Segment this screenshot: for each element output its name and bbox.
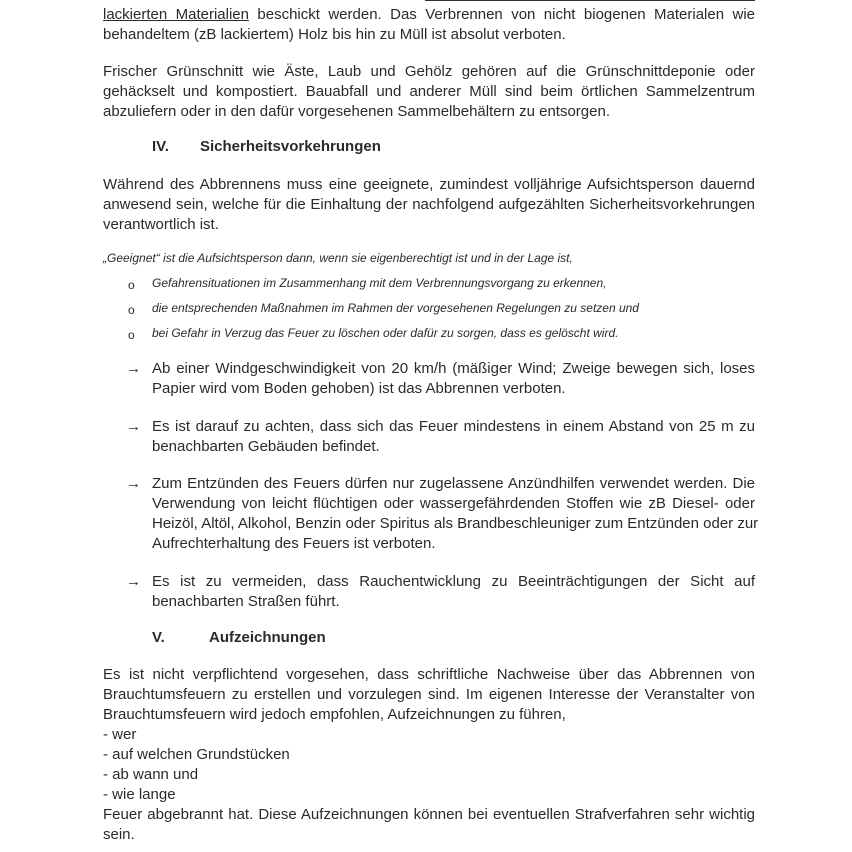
list-item: - wer [103,726,137,743]
arrow-item-line: benachbarten Straßen führt. [152,593,340,610]
paragraph-line: abzuliefern oder in den dafür vorgesehenen Sammelbehältern zu entsorgen. [103,103,610,120]
paragraph-green-waste [103,62,755,122]
arrow-marker: → [126,573,141,590]
paragraph-materials [103,5,755,45]
bullet-item: die entsprechenden Maßnahmen im Rahmen der vorgesehenen Regelungen zu setzen und [152,301,639,315]
paragraph-line: Brauchtumsfeuern wird jedoch empfohlen, Aufzeichnungen zu führen, [103,706,566,723]
arrow-item-ignition [152,474,759,554]
bullet-marker: o [128,303,135,317]
bullet-item: Gefahrensituationen im Zusammenhang mit dem Verbrennungsvorgang zu erkennen, [152,276,607,290]
list-item: - wie lange [103,786,176,803]
arrow-marker: → [126,418,141,435]
paragraph-line: gehäckselt und kompostiert. Bauabfall und anderer Müll sind beim örtlichen Sammelzentrum [103,83,755,100]
section-number: V. [152,629,165,646]
underlined-text: lackierten Materialien [103,6,249,23]
arrow-item-line: Verwendung von leicht flüchtigen oder wassergefährdenden Stoffen wie zB Diesel- oder [152,495,755,512]
arrow-item-line: Papier wird vom Boden gehoben) ist das Abbrennen verboten. [152,380,566,397]
list-item: - ab wann und [103,766,199,783]
section-number: IV. [152,138,169,155]
arrow-item-line: benachbarten Gebäuden befindet. [152,438,380,455]
arrow-item-line: Ab einer Windgeschwindigkeit von 20 km/h (mäßiger Wind; Zweige bewegen sich, loses [152,360,755,377]
paragraph-line: Während des Abbrennens muss eine geeignete, zumindest volljährige Aufsichtsperson dauernd [103,176,755,193]
section-title: Aufzeichnungen [209,629,326,646]
paragraph-line: verantwortlich ist. [103,216,219,233]
paragraph-line: sein. [103,826,135,843]
paragraph-line [103,5,755,25]
arrow-item-smoke [152,572,755,612]
arrow-item-distance [152,417,755,457]
paragraph-text: beschickt werden. Das Verbrennen von nicht biogenen Materialen wie [248,6,755,23]
paragraph-line: Es ist nicht verpflichtend vorgesehen, dass schriftliche Nachweise über das Abbrennen von [103,666,755,683]
arrow-item-line: Es ist darauf zu achten, dass sich das Feuer mindestens in einem Abstand von 25 m zu [152,418,755,435]
list-item: - auf welchen Grundstücken [103,746,290,763]
arrow-item-line: Aufrechterhaltung des Feuers ist verboten. [152,535,436,552]
paragraph-records [103,665,755,725]
bullet-item: bei Gefahr in Verzug das Feuer zu löschen oder dafür zu sorgen, dass es gelöscht wird. [152,326,619,340]
paragraph-line: Frischer Grünschnitt wie Äste, Laub und Gehölz gehören auf die Grünschnittdeponie oder [103,63,755,80]
top-rule [425,0,755,1]
arrow-item-line: Es ist zu vermeiden, dass Rauchentwicklung zu Beeinträchtigungen der Sicht auf [152,573,755,590]
arrow-item-wind [152,359,755,399]
arrow-item-line: Zum Entzünden des Feuers dürfen nur zugelassene Anzündhilfen verwendet werden. Die [152,475,755,492]
paragraph-line: Brauchtumsfeuern zu erstellen und vorzulegen sind. Im eigenen Interesse der Veranstalter von [103,686,755,703]
definition-intro: „Geeignet“ ist die Aufsichtsperson dann, wenn sie eigenberechtigt ist und in der Lage ist, [103,251,573,265]
bullet-marker: o [128,278,135,292]
paragraph-supervisor [103,175,755,235]
section-title: Sicherheitsvorkehrungen [200,138,381,155]
arrow-marker: → [126,475,141,492]
paragraph-line: anwesend sein, welche für die Einhaltung der nachfolgend aufgezählten Sicherheitsvorkehrungen [103,196,755,213]
arrow-item-line: Heizöl, Altöl, Alkohol, Benzin oder Spiritus als Brandbeschleuniger zum Entzünden oder zur [152,515,759,532]
bullet-marker: o [128,328,135,342]
paragraph-line: Feuer abgebrannt hat. Diese Aufzeichnungen können bei eventuellen Strafverfahren sehr wichtig [103,806,755,823]
paragraph-line: behandeltem (zB lackiertem) Holz bis hin zu Müll ist absolut verboten. [103,26,566,43]
paragraph-conclusion [103,805,755,845]
arrow-marker: → [126,360,141,377]
